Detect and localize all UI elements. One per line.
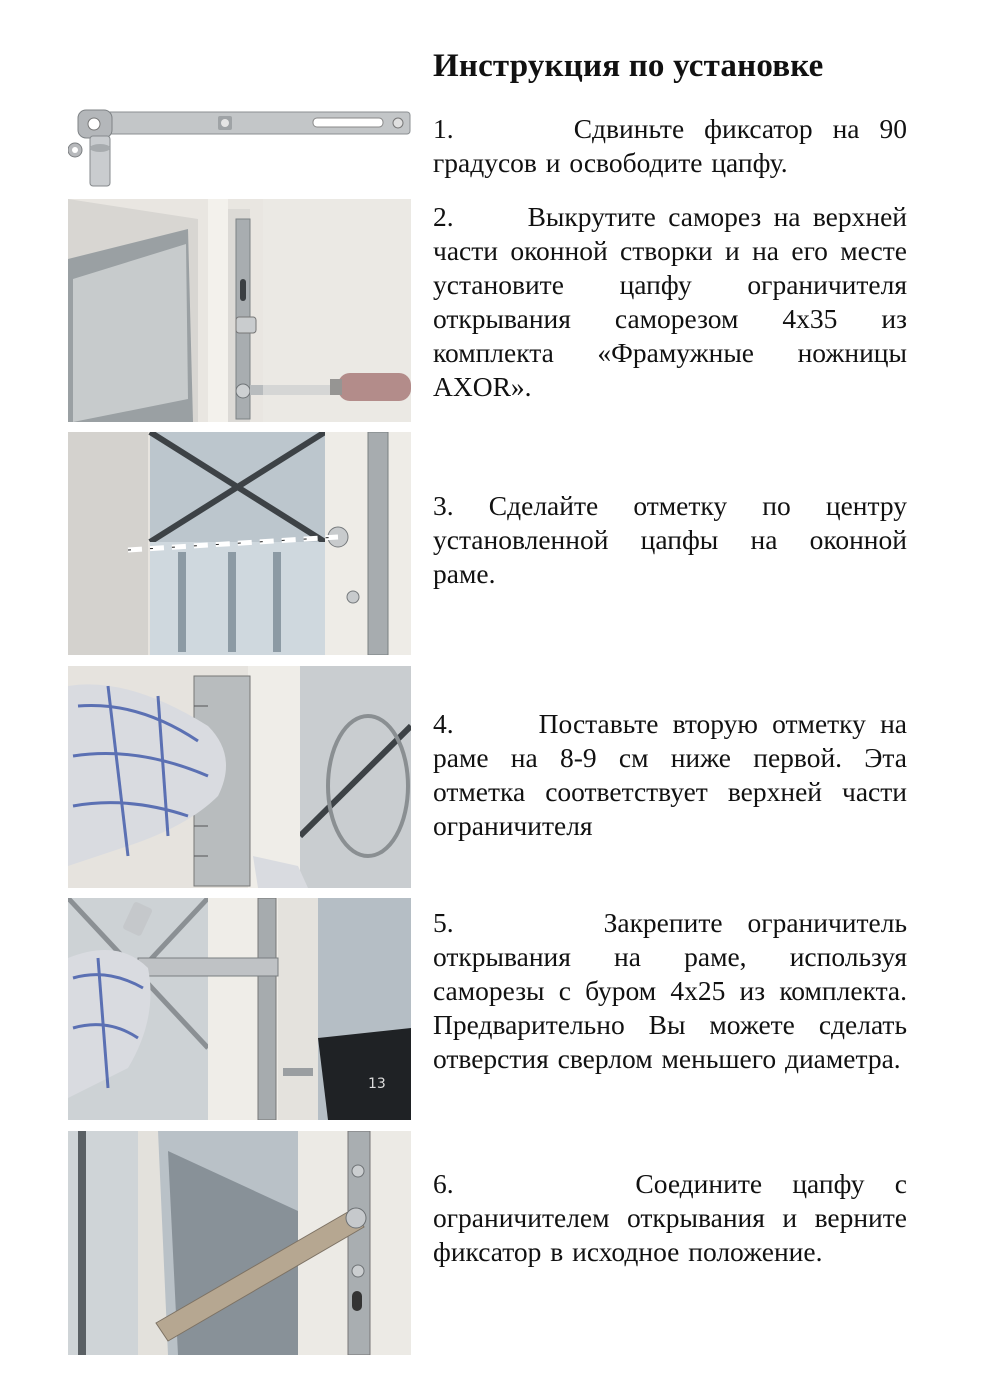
step-3-text — [433, 489, 907, 591]
step-number: 5. — [433, 907, 454, 938]
step-description: Сдвиньте фиксатор на 90 градусов и освободите цапфу. — [433, 113, 908, 178]
connected-limiter-photo — [68, 1131, 411, 1355]
page-title: Инструкция по установке — [433, 48, 824, 84]
svg-text:13: 13 — [368, 1076, 386, 1092]
step-4-text — [433, 707, 907, 843]
step-description: Закрепите ограничитель открывания на раме, используя саморезы с буром 4х25 из комплекта. Предварительно Вы можете сделать отверстия сверлом меньшего диаметра. — [433, 907, 907, 1074]
step-number: 1. — [433, 113, 454, 144]
step-1-text — [433, 112, 907, 180]
step-number: 4. — [433, 708, 454, 739]
step-6-text — [433, 1167, 907, 1269]
step-description: Поставьте вторую отметку на раме на 8-9 см ниже первой. Эта отметка соответствует верхней части ограничителя — [433, 708, 907, 841]
step-description: Соедините цапфу с ограничителем открывания и верните фиксатор в исходное положение. — [433, 1168, 907, 1267]
screwdriver-sash-photo — [68, 199, 411, 422]
step-description: Выкрутите саморез на верхней части оконной створки и на его месте установите цапфу ограничителя открывания саморезом 4х35 из комплекта «Фрамужные ножницы AXOR». — [433, 201, 907, 402]
drill-fixing-photo — [68, 898, 411, 1120]
step-number: 3. — [433, 490, 454, 521]
ruler-measure-photo — [68, 666, 411, 888]
step-description: Сделайте отметку по центру установленной цапфы на оконной раме. — [433, 490, 907, 589]
step-2-text — [433, 200, 907, 404]
step-5-text — [433, 906, 907, 1076]
step-number: 2. — [433, 201, 454, 232]
step-number: 6. — [433, 1168, 454, 1199]
frame-marking-photo — [68, 432, 411, 655]
limiter-part-photo — [68, 106, 411, 190]
